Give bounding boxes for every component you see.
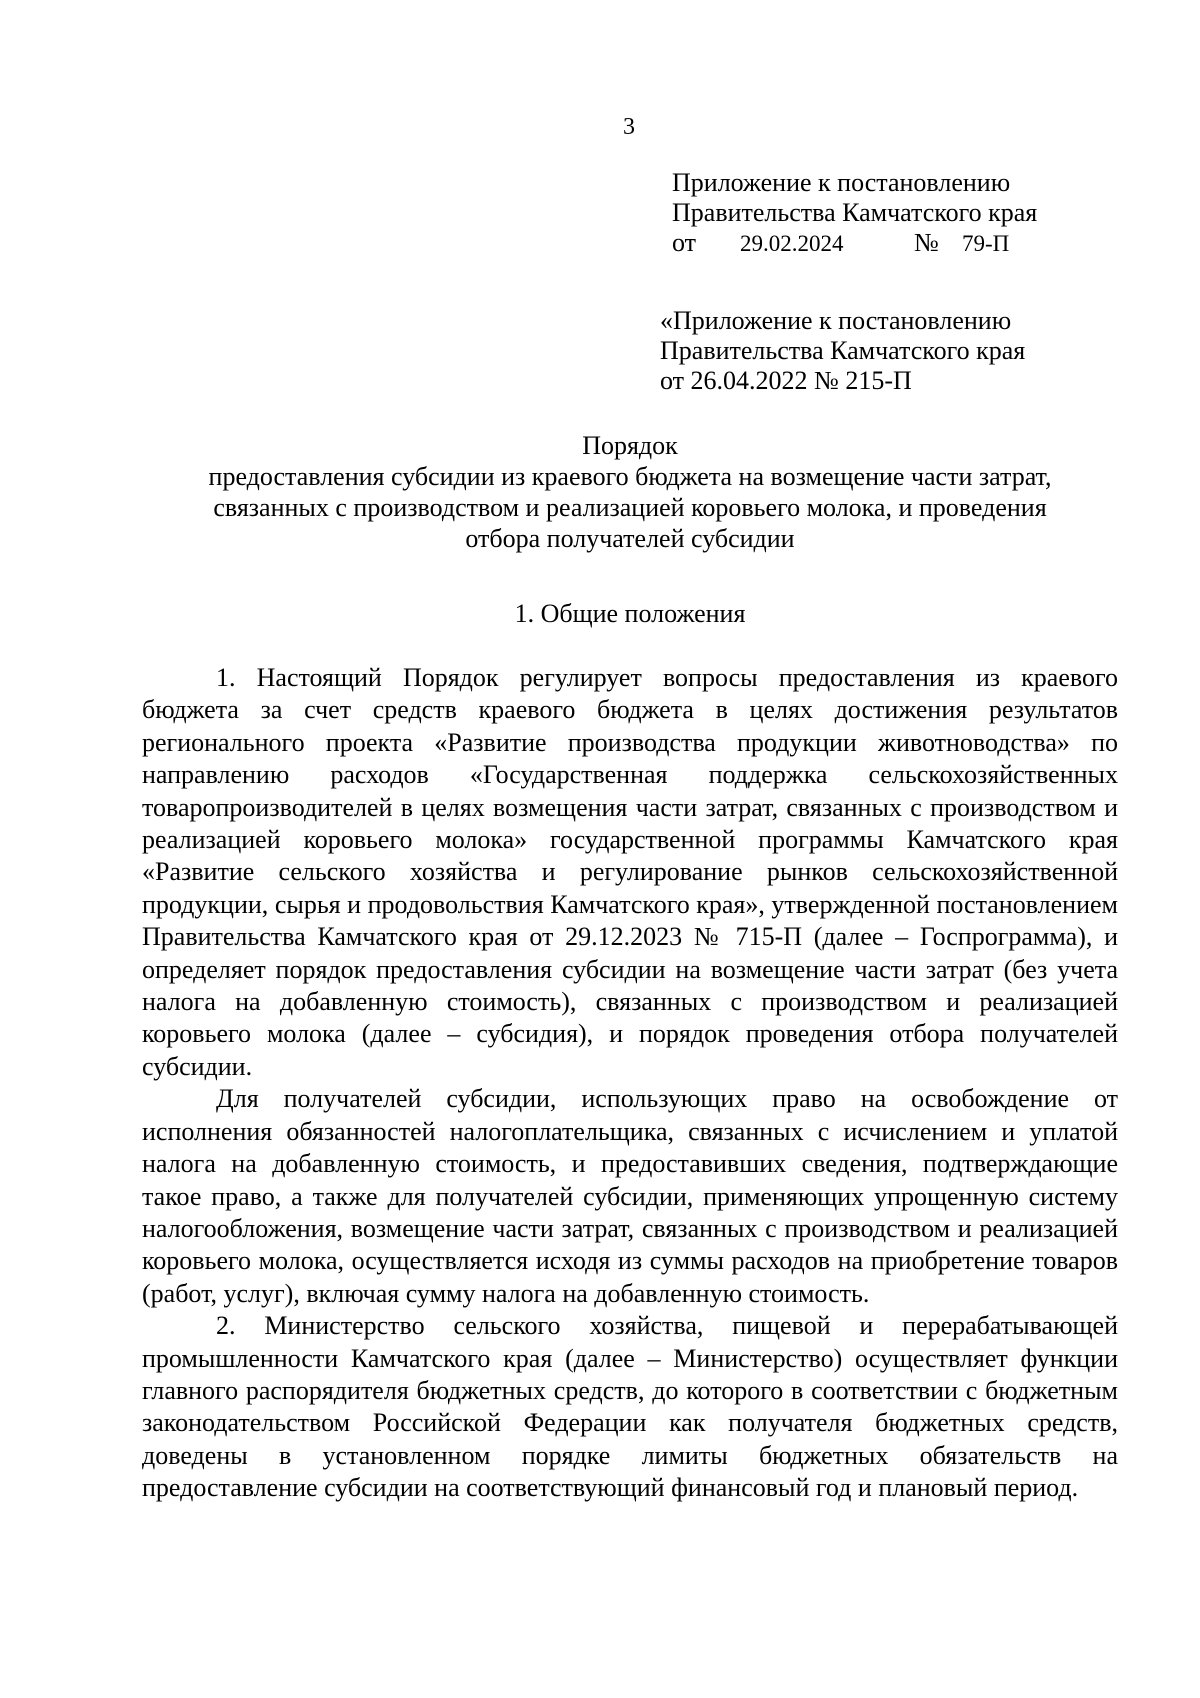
number-label: № [914,228,939,257]
paragraph-3: 2. Министерство сельского хозяйства, пищевой и перерабатывающей промышленности Камчатского края (далее – Министерство) осуществляет функции главного распорядителя бюджетных средств, до которого в соответствии с бюджетным законодательством Российской Федерации как получателя бюджетных средств, доведены в установленном порядке лимиты бюджетных обязательств на предоставление субсидии на соответствующий финансовый год и плановый период. [142,1311,1118,1503]
appendix-previous-line2: Правительства Камчатского края [660,336,1026,365]
appendix-current-line2: Правительства Камчатского края [672,198,1038,227]
title-line1: предоставления субсидии из краевого бюджета на возмещение части затрат, [208,462,1052,491]
title-line3: отбора получателей субсидии [465,524,795,553]
appendix-previous-line3: от 26.04.2022 № 215-П [660,366,912,395]
section-heading: 1. Общие положения [514,599,746,628]
appendix-header-current [672,168,1037,259]
resolution-number: 79-П [962,231,1010,256]
paragraph-2: Для получателей субсидии, использующих право на освобождение от исполнения обязанностей налогоплательщика, связанных с исчислением и уплатой налога на добавленную стоимость, и предоставивших сведения, подтверждающие такое право, а также для получателей субсидии, применяющих упрощенную систему налогообложения, возмещение части затрат, связанных с производством и реализацией коровьего молока, осуществляется исходя из суммы расходов на приобретение товаров (работ, услуг), включая сумму налога на добавленную стоимость. [142,1084,1118,1308]
appendix-previous-line1: «Приложение к постановлению [660,306,1012,335]
title-heading: Порядок [582,431,678,460]
appendix-current-date-line [672,228,1037,259]
page-number: 3 [623,114,635,140]
appendix-current-line1: Приложение к постановлению [672,168,1011,197]
body-text [142,662,1118,1505]
document-title [140,430,1120,554]
date-label: от [672,228,697,257]
paragraph-1: 1. Настоящий Порядок регулирует вопросы предоставления из краевого бюджета за счет средств краевого бюджета в целях достижения результатов регионального проекта «Развитие производства продукции животноводства» по направлению расходов «Государственная поддержка сельскохозяйственных товаропроизводителей в целях возмещения части затрат, связанных с производством и реализацией коровьего молока» государственной программы Камчатского края «Развитие сельского хозяйства и регулирование рынков сельскохозяйственной продукции, сырья и продовольствия Камчатского края», утвержденной постановлением Правительства Камчатского края от 29.12.2023 № 715-П (далее – Госпрограмма), и определяет порядок предоставления субсидии на возмещение части затрат (без учета налога на добавленную стоимость), связанных с производством и реализацией коровьего молока (далее – субсидия), и порядок проведения отбора получателей субсидии. [142,663,1118,1081]
resolution-date: 29.02.2024 [740,231,844,256]
title-line2: связанных с производством и реализацией коровьего молока, и проведения [213,493,1047,522]
appendix-header-previous [660,306,1025,396]
